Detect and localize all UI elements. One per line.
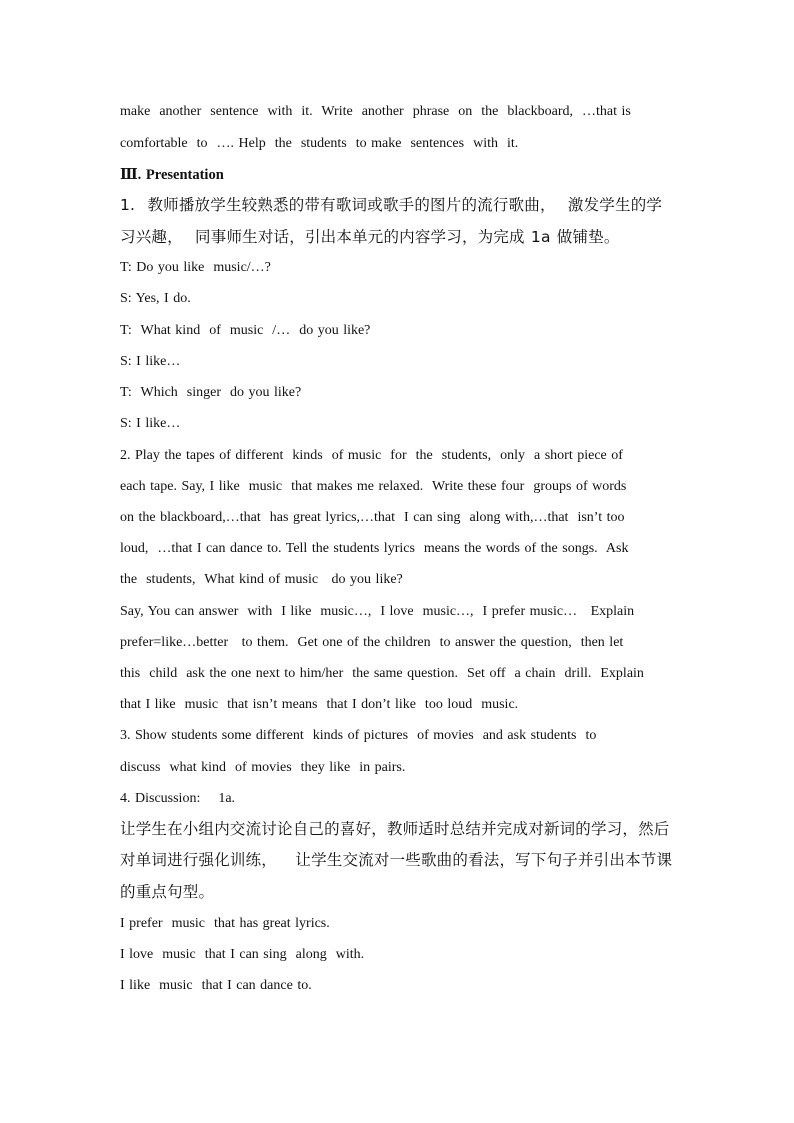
dialogue-line: S: I like… [120, 416, 181, 431]
example-sentence: I like music that I can dance to. [120, 978, 312, 993]
intro-line-2: comfortable to …. Help the students to make sentences with it. [120, 136, 519, 151]
chinese-paragraph-2-line-2: 对单词进行强化训练， 让学生交流对一些歌曲的看法，写下句子并引出本节课 [120, 851, 673, 869]
intro-line-1: make another sentence with it. Write another phrase on the blackboard, …that is [120, 104, 631, 119]
paragraph-2-line: 2. Play the tapes of different kinds of music for the students, only a short piece of [120, 448, 623, 463]
dialogue-line: S: Yes, I do. [120, 291, 191, 306]
paragraph-3-line: 3. Show students some different kinds of pictures of movies and ask students to [120, 728, 597, 743]
example-sentence: I prefer music that has great lyrics. [120, 916, 330, 931]
dialogue-line: T: Do you like music/…? [120, 260, 271, 275]
paragraph-2-line: loud, …that I can dance to. Tell the students lyrics means the words of the songs. Ask [120, 541, 629, 556]
paragraph-3-line: discuss what kind of movies they like in pairs. [120, 760, 406, 775]
dialogue-line: T: Which singer do you like? [120, 385, 302, 400]
example-sentence: I love music that I can sing along with. [120, 947, 365, 962]
paragraph-2-line: the students, What kind of music do you like? [120, 572, 403, 587]
paragraph-2-line: Say, You can answer with I like music…, I love music…, I prefer music… Explain [120, 604, 635, 619]
discussion-line: 4. Discussion: 1a. [120, 791, 236, 806]
chinese-paragraph-2-line-3: 的重点句型。 [120, 883, 215, 901]
paragraph-2-line: on the blackboard,…that has great lyrics,…that I can sing along with,…that isn’t too [120, 510, 625, 525]
chinese-paragraph-2-line-1: 让学生在小组内交流讨论自己的喜好，教师适时总结并完成对新词的学习，然后 [120, 820, 670, 838]
chinese-paragraph-1-line-2: 习兴趣， 同事师生对话，引出本单元的内容学习，为完成 1a 做铺垫。 [120, 228, 620, 246]
chinese-paragraph-1-line-1: 1. 教师播放学生较熟悉的带有歌词或歌手的图片的流行歌曲， 激发学生的学 [120, 196, 663, 214]
dialogue-line: T: What kind of music /… do you like? [120, 323, 371, 338]
section-heading: Ⅲ. Presentation [120, 167, 224, 183]
dialogue-line: S: I like… [120, 354, 181, 369]
paragraph-2-line: prefer=like…better to them. Get one of the children to answer the question, then let [120, 635, 624, 650]
paragraph-2-line: each tape. Say, I like music that makes me relaxed. Write these four groups of words [120, 479, 627, 494]
paragraph-2-line: this child ask the one next to him/her the same question. Set off a chain drill. Explain [120, 666, 644, 681]
paragraph-2-line: that I like music that isn’t means that I don’t like too loud music. [120, 697, 519, 712]
